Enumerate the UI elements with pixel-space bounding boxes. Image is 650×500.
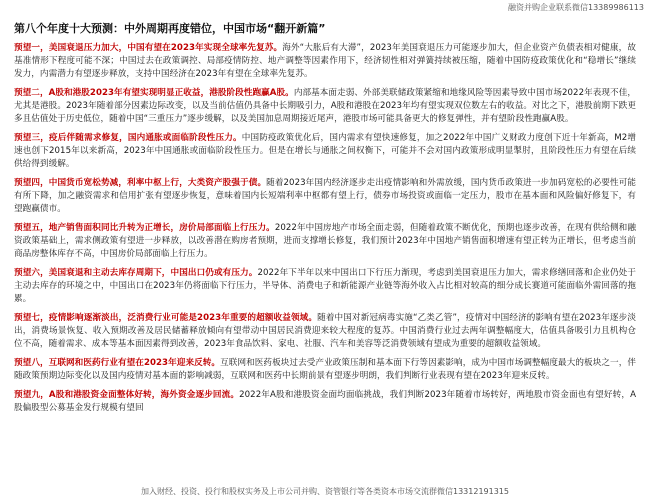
- forecast-item-8: [14, 357, 636, 383]
- forecast-lead: 预望九，A股和港股资金面整体好转，海外资金逐步回流。: [14, 390, 240, 400]
- forecast-body: 互联网和医药板块过去受产业政策压制和基本面下行等因素影响，成为中国市场调整幅度最大的板块之一，伴随政策预期边际变化以及国内疫情对基本面的影响减弱，互联网和医药中长期前景有望逐步明朗，我们判断行业表现有望在2023年迎来反转。: [14, 358, 637, 381]
- forecast-body: 2022年中国房地产市场全面走弱，但随着政策不断优化，预期也逐步改善，在现有供给侧和融资政策基础上，需求侧政策有望进一步释放，以改善潜在购房者预期，进而支撑增长修复，我们预计2023年中国地产销售面积增速有望正转为正增长，但考虑当前商品房整体库存不高，中国房价局部面临上行压力。: [14, 223, 636, 259]
- document-title: 第八个年度十大预测：中外周期再度错位，中国市场“翻开新篇”: [14, 22, 326, 35]
- forecast-lead: 预望六，美国衰退和主动去库存周期下，中国出口仍或有压力。: [14, 268, 258, 278]
- forecast-item-3: [14, 132, 636, 171]
- forecast-lead: 预望八，互联网和医药行业有望在2023年迎来反转。: [14, 358, 221, 368]
- forecast-item-7: [14, 312, 636, 351]
- forecast-lead: 预望五，地产销售面积同比升转为正增长，房价局部面临上行压力。: [14, 223, 275, 233]
- forecast-body: 内部基本面走弱、外部美联储政策紧缩和地缘风险等因素导致中国市场2022年表现不佳，尤其是港股。2023年随着部分因素边际改变，以及当前估值仍具备中长期吸引力，A股和港股在2023年均有望实现双位数左右的收益。对比之下，港股前期下跌更多且估值处于历史低位，随着中国“三重压力”逐步缓解，以及美国加息周期接近尾声，港股市场可能具备更大的修复弹性，并有望阶段性跑赢A股。: [14, 88, 637, 124]
- forecast-item-6: [14, 267, 636, 306]
- header-note: 融资并购企业联系微信13389986113: [508, 3, 644, 12]
- forecast-item-9: [14, 389, 636, 415]
- forecast-body: 海外“大胀后有大滞”，2023年美国衰退压力可能逐步加大，但企业资产负债表相对健康，故基准情形下程度可能不深；中国过去在政策调控、局部疫情防控、地产调整等因素作用下，经济韧性相对弹簧持续被压缩，随着中国防疫政策优化和“稳增长”继续发力，内需潜力有望逐步释放，支持中国经济在2023年有望在全球率先复苏。: [14, 43, 636, 79]
- forecast-lead: 预望三，疫后伴随需求修复，国内通胀或面临阶段性压力。: [14, 133, 242, 143]
- forecast-item-4: [14, 177, 636, 216]
- forecast-lead: 预望七，疫情影响逐渐淡出，泛消费行业可能是2023年重要的超额收益领域。: [14, 313, 318, 323]
- footer-note: 加入财经、投资、投行和股权实务及上市公司并购、资管银行等各类资本市场交流群微信13312191315: [141, 487, 509, 496]
- forecast-body: 2022年A股和港股资金面均面临挑战，我们判断2023年随着市场转好，两地股市资金面也有望好转，A股偏股型公募基金发行规模有望回: [14, 390, 637, 413]
- forecast-body: 随着2023年国内经济逐步走出疫情影响和外需放缓，国内货币政策进一步加码宽松的必要性可能有所下降，加之融资需求和信用扩张有望逐步恢复，意味着国内长短端利率中枢都有望上行，债券市场投资或面临一定压力，股市在基本面和风险偏好修复下，有望跑赢债市。: [14, 178, 636, 214]
- forecast-lead: 预望二，A股和港股2023年有望实现明显正收益，港股阶段性跑赢A股。: [14, 88, 294, 98]
- forecast-item-1: [14, 42, 636, 81]
- forecast-body: 随着中国对新冠病毒实施“乙类乙管”，疫情对中国经济的影响有望在2023年逐步淡出，消费场景恢复、收入预期改善及居民储蓄释放倾向有望带动中国居民消费迎来较大程度的复苏。中国消费行业过去两年调整幅度大，估值具备吸引力且机构仓位不高，随着需求、成本等基本面因素得到改善，2023年食品饮料、家电、社服、汽车和美容等泛消费领域有望成为重要的超额收益领域。: [14, 313, 636, 349]
- forecast-lead: 预望四，中国货币宽松势减，利率中枢上行，大类资产股强于债。: [14, 178, 267, 188]
- forecast-lead: 预望一，美国衰退压力加大，中国有望在2023年实现全球率先复苏。: [14, 43, 283, 53]
- forecast-item-5: [14, 222, 636, 261]
- forecast-body: 中国防疫政策优化后，国内需求有望快速修复，加之2022年中国广义财政力度创下近十年新高，M2增速也创下2015年以来新高，2023年中国通胀或面临阶段性压力。但是在增长与通胀之间权衡下，可能并不会对国内政策形成明显掣肘，且阶段性压力有望在后续供给得到缓解。: [14, 133, 636, 169]
- forecast-body: 2022年下半年以来中国出口下行压力渐现，考虑到美国衰退压力加大，需求修缮回落和企业仍处于主动去库存的环境之中，中国出口在2023年仍将面临下行压力，半导体、消费电子和新能源产业链等海外收入占比相对较高的细分成长赛道可能面临外需回落的拖累。: [14, 268, 636, 304]
- forecast-item-2: [14, 87, 636, 126]
- document-body: [14, 14, 636, 421]
